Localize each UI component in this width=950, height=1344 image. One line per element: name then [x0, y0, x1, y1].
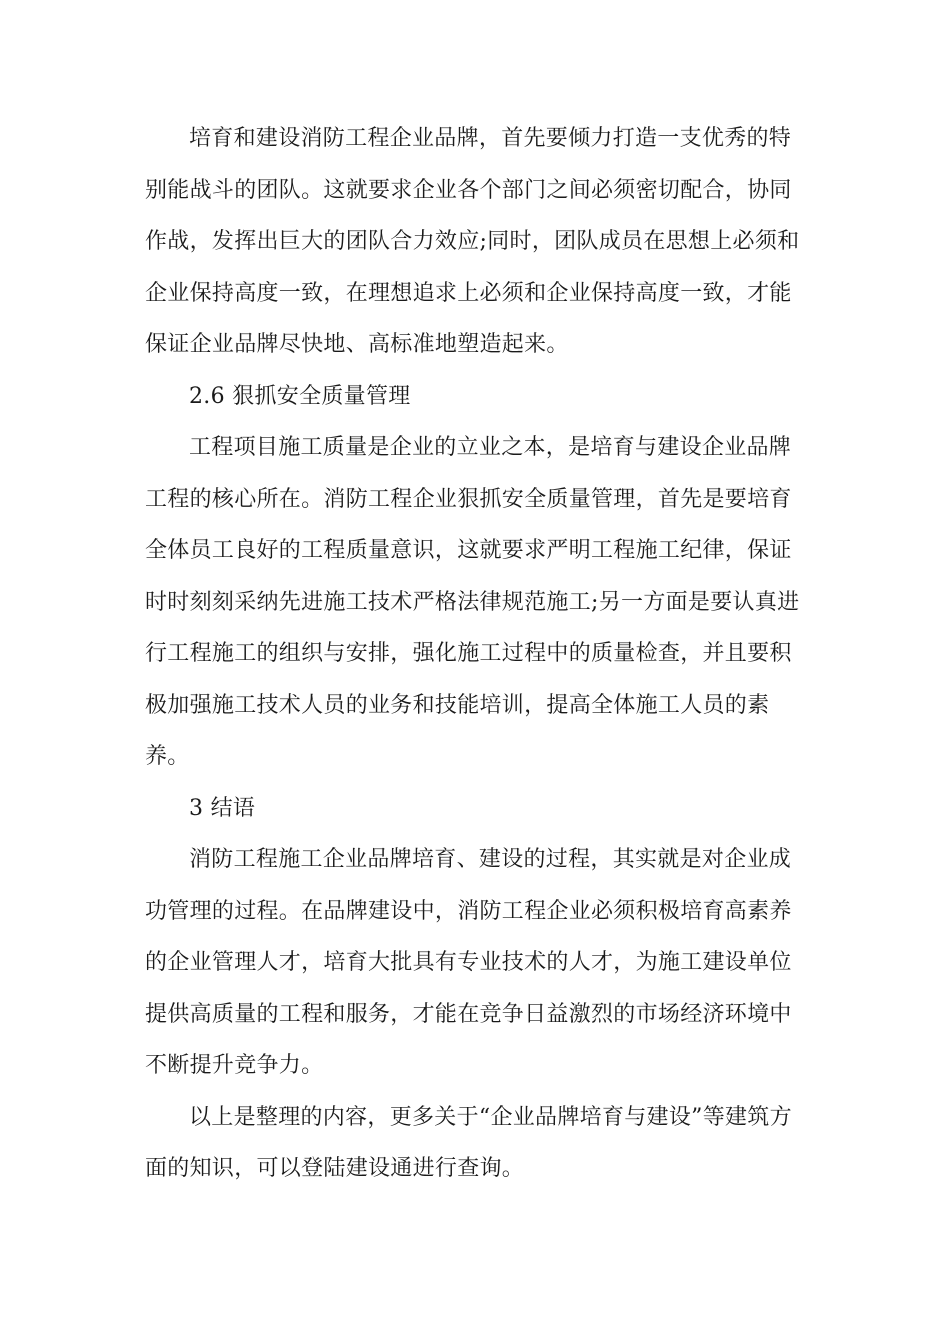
paragraph-conclusion: [145, 834, 805, 1092]
section-heading: 3 结语: [189, 795, 256, 821]
text-line: 提供高质量的工程和服务，才能在竞争日益激烈的市场经济环境中: [145, 1001, 792, 1027]
text-line: 功管理的过程。在品牌建设中，消防工程企业必须积极培育高素养: [145, 898, 792, 924]
text-line: 不断提升竞争力。: [145, 1053, 324, 1078]
text-line: 保证企业品牌尽快地、高标准地塑造起来。: [145, 332, 569, 357]
text-line: 培育和建设消防工程企业品牌，首先要倾力打造一支优秀的特: [189, 126, 792, 151]
text-line: 行工程施工的组织与安排，强化施工过程中的质量检查，并且要积: [145, 641, 792, 666]
section-heading-2-6: [145, 371, 805, 423]
section-heading-3: [145, 783, 805, 835]
text-line: 的企业管理人才，培育大批具有专业技术的人才，为施工建设单位: [145, 950, 792, 975]
text-line: 企业保持高度一致，在理想追求上必须和企业保持高度一致，才能: [145, 280, 792, 306]
text-line: 作战，发挥出巨大的团队合力效应;同时，团队成员在思想上必须和: [145, 229, 800, 254]
text-line: 工程项目施工质量是企业的立业之本，是培育与建设企业品牌: [189, 435, 792, 460]
text-line: 别能战斗的团队。这就要求企业各个部门之间必须密切配合，协同: [145, 177, 792, 203]
paragraph-closing-note: [145, 1092, 805, 1195]
text-line: 面的知识，可以登陆建设通进行查询。: [145, 1156, 525, 1181]
text-line: 极加强施工技术人员的业务和技能培训，提高全体施工人员的素: [145, 692, 770, 718]
document-page: [145, 113, 805, 1195]
section-heading: 2.6 狠抓安全质量管理: [189, 383, 411, 409]
text-line: 工程的核心所在。消防工程企业狠抓安全质量管理，首先是要培育: [145, 486, 792, 512]
text-line: 全体员工良好的工程质量意识，这就要求严明工程施工纪律，保证: [145, 538, 792, 563]
text-line: 以上是整理的内容，更多关于“企业品牌培育与建设”等建筑方: [189, 1104, 792, 1130]
paragraph-team-building: [145, 113, 805, 371]
paragraph-quality-management: [145, 422, 805, 783]
text-line: 时时刻刻采纳先进施工技术严格法律规范施工;另一方面是要认真进: [145, 589, 800, 615]
text-line: 养。: [145, 744, 190, 769]
text-line: 消防工程施工企业品牌培育、建设的过程，其实就是对企业成: [189, 847, 792, 872]
